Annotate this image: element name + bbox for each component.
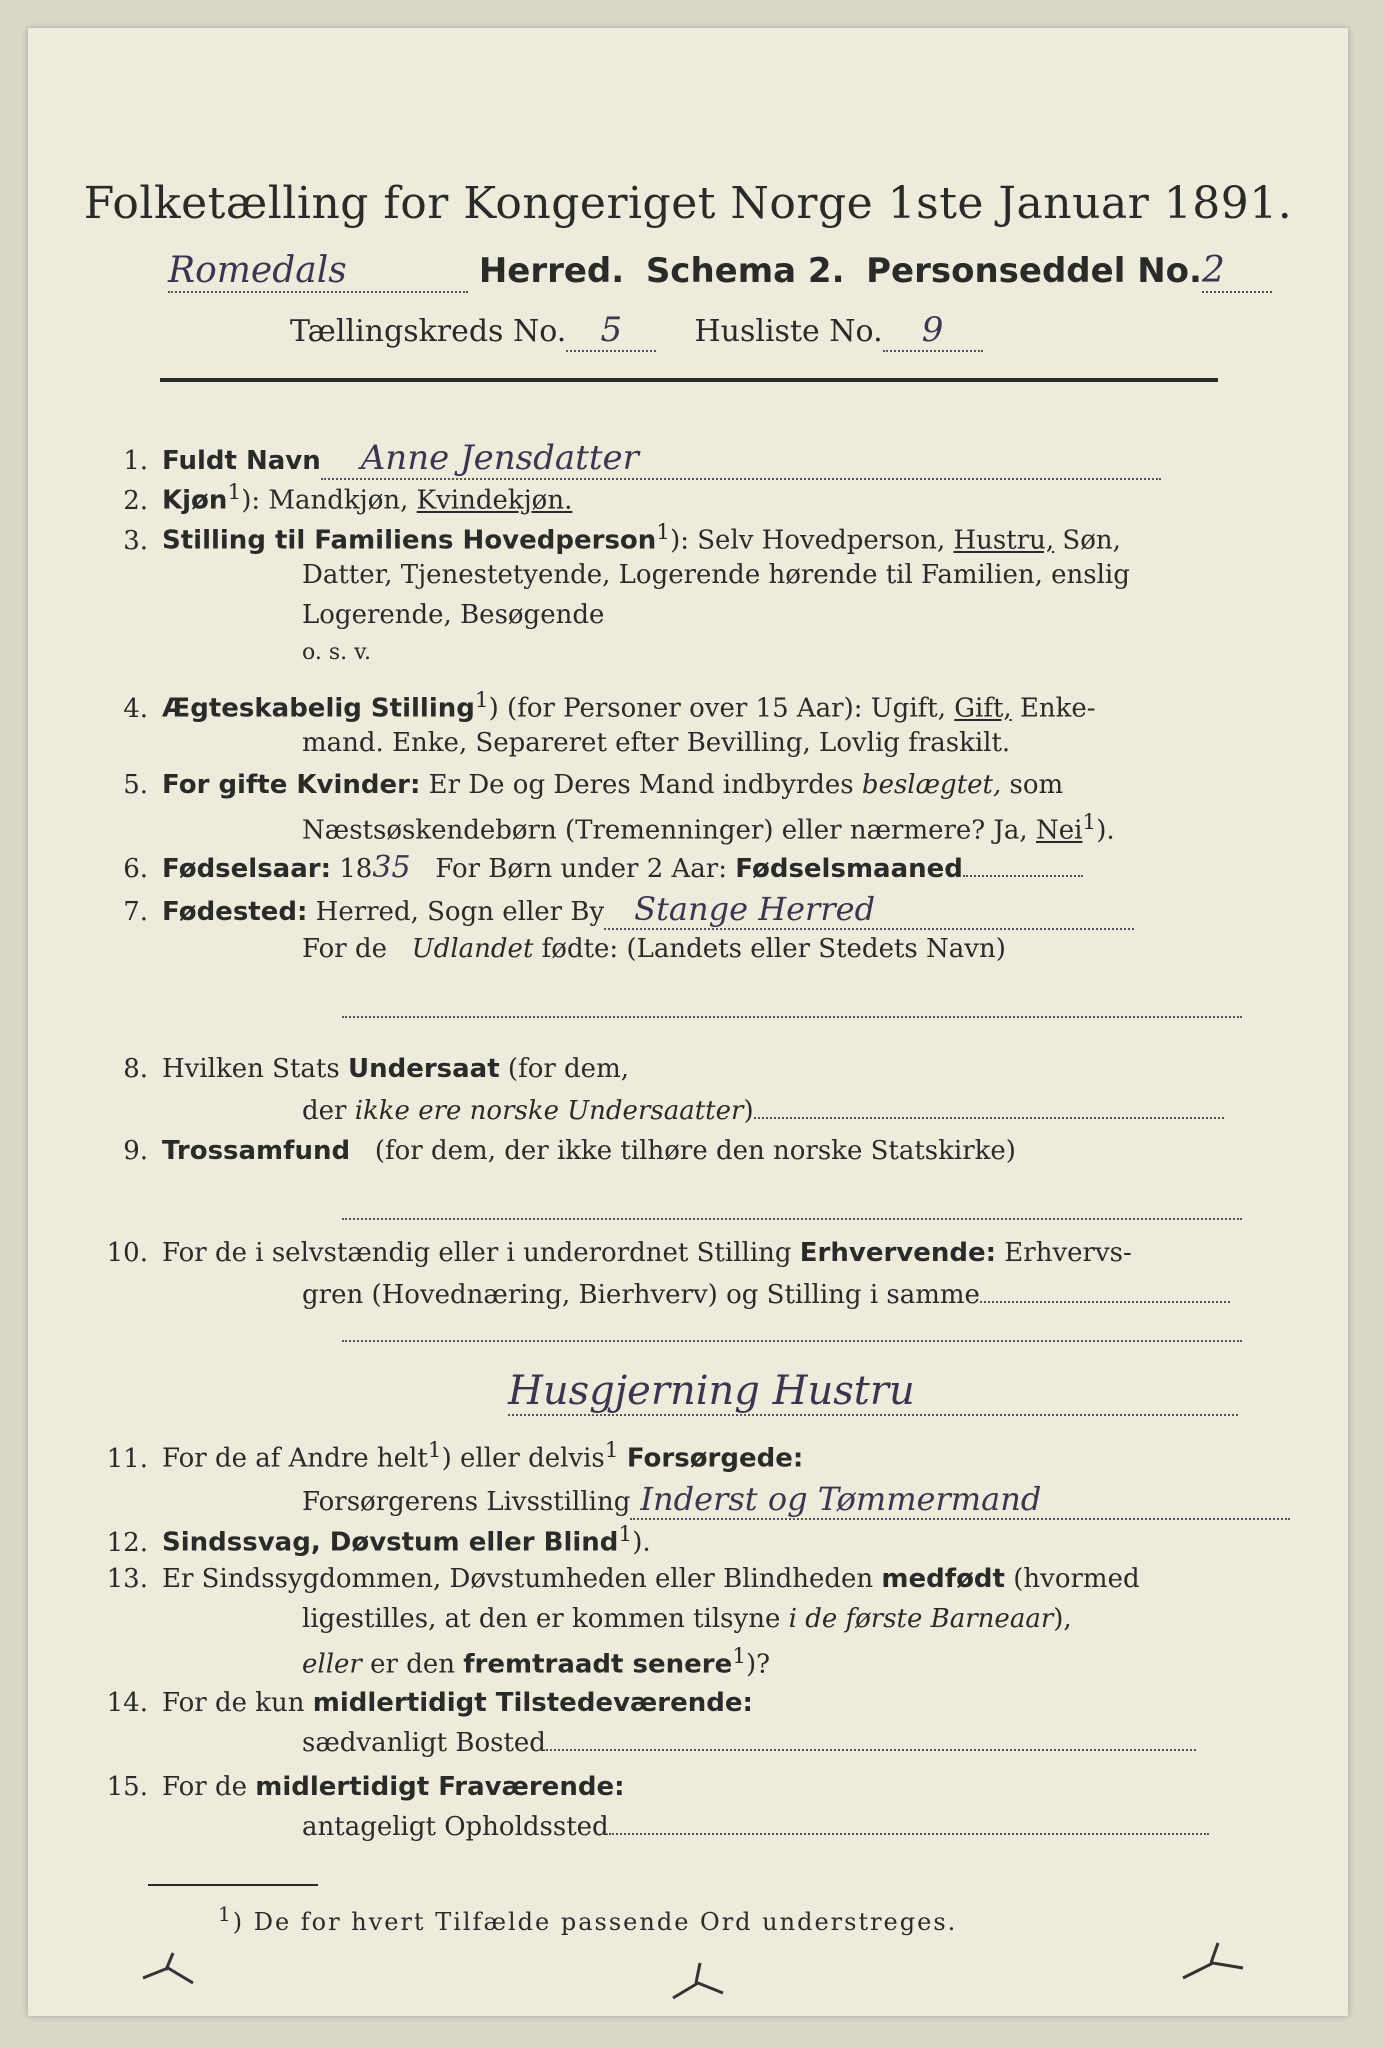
item-7: 7. Fødested: Herred, Sogn eller By Stange Herred: [88, 890, 1134, 930]
kreds-handwritten: 5: [566, 310, 656, 352]
binding-mark-icon: [138, 1948, 198, 1998]
item-8: 8. Hvilken Stats Undersaat (for dem,: [123, 1054, 629, 1084]
item-5: 5. For gifte Kvinder: Er De og Deres Mand indbyrdes beslægtet, som: [123, 770, 1064, 800]
occupation-handwritten: Husgjerning Hustru: [508, 1368, 1238, 1416]
item-6: 6. Fødselsaar: 1835 For Børn under 2 Aar: Fødselsmaaned: [88, 850, 1083, 885]
herred-handwritten: Romedals: [168, 250, 468, 293]
item-2: 2. Kjøn$^1$): Mandkjøn, Kvindekjøn.: [123, 480, 573, 516]
item-14: 14. For de kun midlertidigt Tilstedeværende:: [106, 1688, 753, 1718]
item-15: 15. For de midlertidigt Fraværende:: [106, 1772, 625, 1802]
binding-mark-icon: [1178, 1938, 1248, 1988]
footnote: $^1$) De for hvert Tilfælde passende Ord understreges.: [218, 1902, 958, 1936]
item-1: 1. Fuldt Navn Anne Jensdatter: [88, 438, 1161, 480]
item-3: 3. Stilling til Familiens Hovedperson$^1$): Selv Hovedperson, Hustru, Søn,: [123, 520, 1121, 556]
full-name-handwritten: Anne Jensdatter: [321, 438, 1161, 480]
herred-line: [168, 250, 1272, 293]
footnote-rule: [148, 1884, 318, 1886]
kreds-line: [290, 310, 983, 352]
item-9: 9. Trossamfund (for dem, der ikke tilhøre den norske Statskirke): [123, 1136, 1016, 1166]
personseddel-label: Personseddel No.: [866, 251, 1202, 291]
item-4: 4. Ægteskabelig Stilling$^1$) (for Personer over 15 Aar): Ugift, Gift, Enke-: [123, 688, 1096, 724]
kreds-label: Tællingskreds No.: [290, 314, 567, 349]
item-13: 13. Er Sindssygdommen, Døvstumheden eller Blindheden medfødt (hvormed: [106, 1564, 1140, 1594]
item-12: 12. Sindssvag, Døvstum eller Blind$^1$).: [106, 1522, 651, 1558]
husliste-handwritten: 9: [883, 310, 983, 352]
herred-label: Herred.: [478, 251, 625, 291]
husliste-label: Husliste No.: [694, 314, 883, 349]
schema-label: Schema 2.: [645, 251, 845, 291]
item-10: 10. For de i selvstændig eller i underordnet Stilling Erhvervende: Erhvervs-: [106, 1238, 1132, 1268]
census-form-page: Folketælling for Kongeriget Norge 1ste Januar 1891. Romedals Herred. Schema 2. Personseddel No.2 Tællingskreds No. 5 Husliste No. 9 1. Fuldt Navn Anne Jensdatter 2. Kjøn$^1$): Mandkjøn, Kvindekjøn. 3. Stilling til Familiens Hovedperson$^1$): Selv Hovedperson, Hustru, Søn, Datter, Tjenestetyende, Logerende hørende til Familien, enslig Logerende, Besøgende o. s. v. 4. Ægteskabelig Stilling$^1$) (for Personer over 15 Aar): Ugift, Gift, Enke- mand. Enke, Separeret efter Bevilling, Lovlig fraskilt. 5. For gifte Kvinder: Er De og Deres Mand indbyrdes beslægtet, som Næstsøskendebørn (Tremenninger) eller nærmere? Ja, Nei$^1$). 6. Fødselsaar: 1835 For Børn under 2 Aar: Fødselsmaaned 7. Fødested: Herred, Sogn eller By Stange Herred For de Udlandet fødte: (Landets eller Stedets Navn) 8. Hvilken Stats Undersaat (for dem, der ikke ere norske Undersaatter) 9. Trossamfund (for dem, der ikke tilhøre den norske Statskirke) 10. For de i selvstændig eller i underordnet Stilling Erhvervende: Erhvervs- gren (Hovednæring, Bierhverv) og Stilling i samme Husgjerning Hustru 11. For de af Andre helt$^1$) eller delvis$^1$ Forsørgede: Forsørgerens Livsstilling Inderst og Tømmermand 12. Sindssvag, Døvstum eller Blind$^1$). 13. Er Sindssygdommen, Døvstumheden eller Blindheden medfødt (hvormed ligestilles, at den er kommen tilsyne i de første Barneaar), eller er den fremtraadt senere$^1$)? 14. For de kun midlertidigt Tilstedeværende: sædvanligt Bosted 15. For de midlertidigt Fraværende: antageligt Opholdssted $^1$) De for hvert Tilfælde passende Ord understreges.: [28, 28, 1348, 2016]
header-rule: [160, 378, 1218, 382]
birth-year-handwritten: 35: [372, 850, 411, 885]
form-title: Folketælling for Kongeriget Norge 1ste Januar 1891.: [83, 178, 1293, 229]
binding-mark-icon: [668, 1958, 728, 2008]
kvindekjon-underlined: Kvindekjøn.: [416, 485, 573, 516]
personseddel-handwritten: 2: [1202, 250, 1272, 293]
item-11: 11. For de af Andre helt$^1$) eller delvis$^1$ Forsørgede:: [106, 1438, 804, 1474]
provider-handwritten: Inderst og Tømmermand: [630, 1480, 1290, 1520]
birthplace-handwritten: Stange Herred: [604, 890, 1134, 930]
